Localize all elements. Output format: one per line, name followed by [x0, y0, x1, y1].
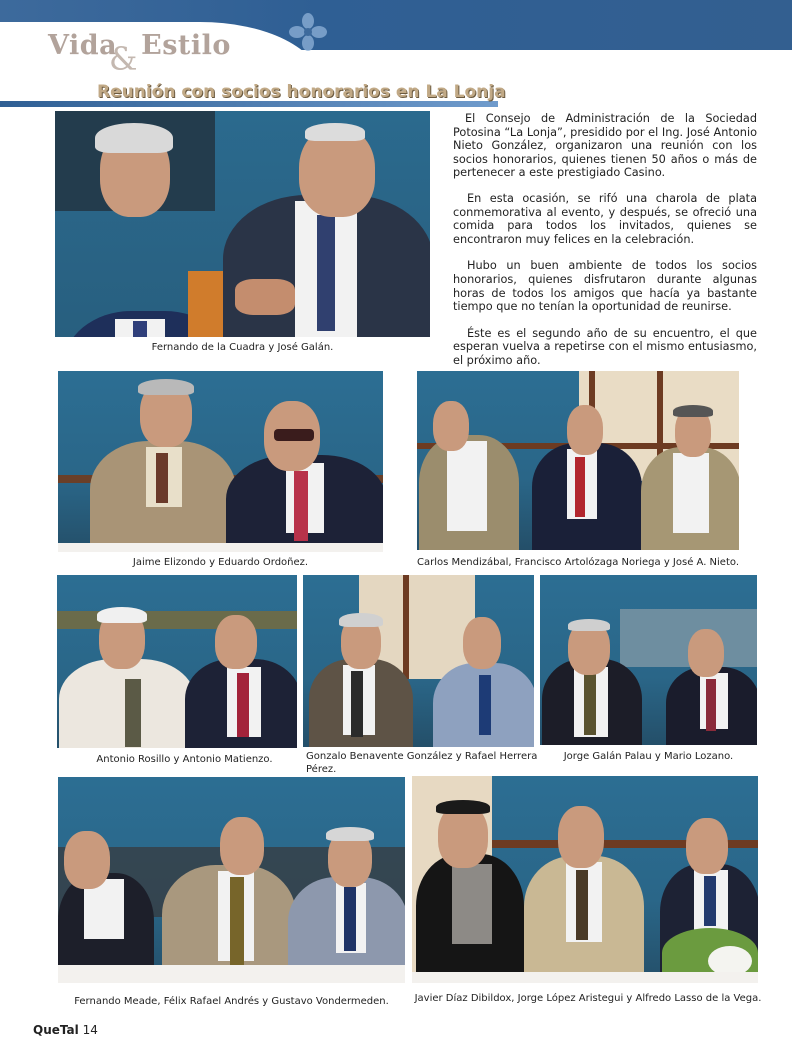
caption-photo-5: Gonzalo Benavente González y Rafael Herrera Pérez.: [306, 751, 538, 775]
article-paragraph-2: En esta ocasión, se rifó una charola de plata conmemorativa al evento, y después, se ofreció una comida para todos los invitados, quienes se encontraron muy felices en la celebración.: [453, 191, 757, 246]
photo-8: [412, 776, 758, 983]
photo-4: [57, 575, 297, 748]
page-number: 14: [82, 1023, 98, 1037]
magazine-name: QueTal: [33, 1023, 79, 1037]
flower-ornament-icon: [288, 12, 328, 52]
caption-photo-7: Fernando Meade, Félix Rafael Andrés y Gustavo Vondermeden.: [74, 996, 389, 1007]
article-body: [453, 112, 757, 381]
section-word-vida: Vida: [48, 30, 118, 61]
article-paragraph-3: Hubo un buen ambiente de todos los socios honorarios, quienes disfrutaron durante algunas horas de todos los amigos que hacía ya bastante tiempo que no tenían la oportunidad de reunirse.: [453, 259, 757, 314]
article-paragraph-1: El Consejo de Administración de la Sociedad Potosina “La Lonja”, presidido por el Ing. José Antonio Nieto González, organizaron una reunión con los socios honorarios, quienes tienen 50 años o más de pertenecer a este prestigiado Casino.: [453, 112, 757, 180]
section-ampersand: &: [109, 40, 138, 78]
page-footer: [33, 1023, 98, 1037]
article-paragraph-4: Éste es el segundo año de su encuentro, el que esperan vuelva a repetirse con el mismo entusiasmo, el próximo año.: [453, 326, 757, 367]
photo-1: [55, 111, 430, 337]
section-title: [48, 30, 231, 61]
caption-photo-6: Jorge Galán Palau y Mario Lozano.: [563, 751, 734, 762]
caption-photo-3: Carlos Mendizábal, Francisco Artolózaga Noriega y José A. Nieto.: [416, 557, 740, 568]
caption-photo-1: Fernando de la Cuadra y José Galán.: [151, 342, 334, 353]
photo-2: [58, 371, 383, 552]
photo-3: [417, 371, 739, 550]
photo-7: [58, 777, 405, 983]
section-word-estilo: Estilo: [141, 30, 231, 61]
caption-photo-2: Jaime Elizondo y Eduardo Ordoñez.: [132, 557, 309, 568]
caption-photo-8: Javier Díaz Dibildox, Jorge López Aristegui y Alfredo Lasso de la Vega.: [414, 993, 762, 1004]
photo-6: [540, 575, 757, 745]
article-headline: Reunión con socios honorarios en La Lonja: [97, 82, 506, 102]
photo-5: [303, 575, 534, 747]
caption-photo-4: Antonio Rosillo y Antonio Matienzo.: [96, 754, 273, 765]
